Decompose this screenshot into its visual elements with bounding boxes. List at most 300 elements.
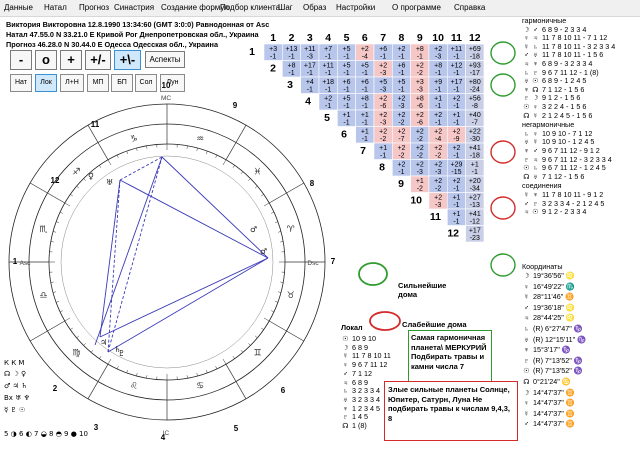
- aspect-row: [522, 112, 592, 121]
- cell-plus: +1: [360, 112, 369, 119]
- cell-plus: +1: [342, 112, 351, 119]
- planet-icon: ♇: [523, 93, 530, 103]
- cell-plus: +5: [360, 62, 369, 70]
- cell-minus: -1: [343, 86, 350, 94]
- aspect-row: [522, 208, 586, 217]
- coordinate-text: 28°44'25" ♌: [531, 313, 575, 323]
- cell-minus: -1: [453, 152, 460, 160]
- cell-plus: +2: [397, 95, 406, 103]
- cell-plus: +4: [305, 79, 314, 86]
- planet-icon: ♀: [532, 102, 539, 111]
- aspect-line: [162, 157, 268, 258]
- cell-plus: +3: [269, 46, 278, 53]
- aspect-row-text: 9 6 7 11 12 - 1 2 4 5: [540, 163, 606, 173]
- cell-minus: -1: [435, 86, 442, 94]
- cell-minus: -1: [343, 53, 350, 61]
- house-cusp-line: [226, 125, 246, 160]
- cell-plus: +6: [342, 79, 351, 86]
- house-number: 1: [12, 257, 18, 266]
- mode-local-natal-button[interactable]: Л+Н: [60, 74, 84, 92]
- coordinate-text: 14°47'37" ♊: [531, 419, 575, 429]
- col-header-8: 8: [398, 32, 405, 44]
- coordinate-row: [522, 336, 586, 345]
- zodiac-glyph: ♒: [196, 134, 205, 145]
- aspect-row-text: 2 1 2 4 5 - 1 5 6: [540, 110, 593, 120]
- cell-plus: +80: [468, 79, 481, 86]
- cell-minus: -1: [453, 70, 460, 77]
- cell-plus: +8: [360, 95, 369, 103]
- cell-minus: -1: [398, 53, 405, 61]
- planet-icon: ♄: [342, 386, 349, 396]
- aspect-row-text: 6 8 9 - 1 2 4 5: [540, 76, 587, 86]
- menu-item-3[interactable]: Синастрия: [114, 3, 155, 12]
- menu-item-9[interactable]: О программе: [392, 3, 441, 12]
- cell-plus: +2: [415, 161, 424, 169]
- cell-minus: -1: [361, 86, 368, 94]
- cell-plus: +6: [379, 46, 388, 53]
- cell-plus: +2: [324, 95, 333, 103]
- cell-minus: -7: [398, 136, 405, 143]
- mode-mp-button[interactable]: МП: [87, 74, 109, 92]
- cell-plus: +93: [468, 62, 481, 70]
- planet-icon: ☿: [342, 351, 349, 361]
- cell-minus: -3: [435, 202, 442, 209]
- planet-icon: ♄: [523, 128, 530, 138]
- cell-plus: +17: [450, 79, 463, 86]
- aspect-line: [108, 180, 120, 352]
- coordinate-text: (R) 12°15'11" ♑: [531, 334, 587, 344]
- local-row-text: 3 2 3 3 4: [350, 394, 380, 404]
- zodiac-glyph: ♊: [253, 348, 262, 359]
- natal-chart-wheel[interactable]: [4, 81, 336, 442]
- planet-icon: ☊: [523, 377, 530, 386]
- row-label-7: 7: [360, 145, 366, 157]
- menu-item-7[interactable]: Образ: [303, 3, 327, 12]
- cell-plus: +2: [434, 46, 443, 53]
- aspect-row-text: 10 9 10 - 1 2 4 5: [540, 137, 595, 147]
- planet-icon: ☿: [523, 41, 530, 51]
- legend-circle-green: [359, 263, 387, 285]
- aspect-row-text: 6 8 9 - 3 2 3 3 4: [540, 59, 593, 68]
- planet-icon: ♇: [523, 154, 530, 164]
- zodiac-glyph: ♋: [196, 381, 205, 392]
- cell-minus: -1: [288, 70, 295, 77]
- axis-label: IC: [162, 430, 170, 437]
- zodiac-glyph: ♓: [253, 167, 262, 178]
- planet-icon: ♀: [523, 33, 530, 43]
- coordinate-text: 0°21'24" ♋: [531, 377, 571, 386]
- planet-icon: ♀: [532, 128, 539, 138]
- planet-icon: ♄: [523, 67, 530, 77]
- outer-ring: [9, 104, 325, 420]
- zodiac-glyph: ♐: [72, 167, 81, 178]
- cell-minus: -1: [435, 103, 442, 110]
- cell-plus: +2: [415, 128, 424, 136]
- cell-minus: -2: [416, 185, 423, 193]
- row-label-6: 6: [341, 128, 347, 141]
- cell-minus: -1: [361, 103, 368, 110]
- menu-item-0[interactable]: Данные: [4, 3, 33, 12]
- menu-item-1[interactable]: Натал: [44, 3, 67, 12]
- planet-glyph: ♇: [118, 349, 126, 358]
- coordinate-text: 14°47'37" ♊: [531, 408, 575, 418]
- cell-plus: +2: [397, 128, 406, 136]
- cell-plus: +69: [468, 46, 481, 53]
- info-line-forecast: Прогноз 46.28.0 N 30.44.0 E Одесса Одесская обл., Украина: [6, 40, 219, 49]
- planet-icon: ♃: [532, 154, 539, 164]
- aspect-row-text: 9 1 2 - 2 3 3 4: [540, 207, 587, 217]
- local-title: Локал: [341, 323, 363, 332]
- cell-minus: -30: [469, 136, 480, 143]
- coordinate-row: [522, 346, 571, 355]
- planet-icon: ♅: [532, 171, 539, 181]
- planet-icon: ☊: [532, 84, 539, 94]
- aspect-row-text: 7 1 12 - 1 5 6: [540, 171, 585, 181]
- cell-minus: -1: [453, 86, 460, 94]
- zodiac-glyph: ♑: [129, 134, 138, 145]
- cell-plus: +41: [468, 145, 481, 152]
- cell-plus: +1: [452, 194, 461, 202]
- aspect-line: [108, 157, 162, 352]
- cell-minus: -1: [306, 86, 313, 94]
- house-number: 7: [330, 257, 336, 266]
- planet-icon: ♄: [532, 163, 539, 173]
- planet-icon: ♅: [532, 50, 539, 60]
- zodiac-glyph: ♏: [39, 224, 48, 235]
- planet-icon: ♀: [342, 360, 349, 370]
- cell-plus: +6: [397, 62, 406, 70]
- coordinate-text: 19°36'18" ♌: [531, 302, 575, 312]
- cell-plus: +2: [452, 145, 461, 152]
- row-label-4: 4: [305, 95, 311, 108]
- cell-minus: -1: [453, 202, 460, 209]
- row-label-2: 2: [270, 62, 276, 75]
- cell-minus: -1: [325, 53, 332, 61]
- planet-icon: ☊: [523, 171, 530, 181]
- planet-icon: ♀: [523, 398, 530, 408]
- cell-minus: -18: [469, 53, 480, 61]
- planet-icon: ♆: [532, 59, 539, 68]
- cell-plus: +2: [379, 128, 388, 136]
- cell-minus: -1: [380, 152, 387, 160]
- cell-plus: +11: [450, 46, 463, 53]
- cell-minus: -3: [416, 169, 423, 176]
- planet-icon: ☿: [532, 110, 539, 120]
- planet-icon: ♅: [523, 334, 530, 344]
- planet-icon: ♂: [523, 419, 530, 429]
- zodiac-glyph: ♉: [286, 291, 295, 302]
- aspect-line: [120, 180, 268, 258]
- cell-minus: -6: [416, 119, 423, 127]
- cell-plus: +1: [452, 211, 461, 218]
- planet-icon: ☽: [523, 24, 530, 34]
- planet-icon: ♂: [523, 50, 530, 60]
- cell-minus: -1: [306, 70, 313, 77]
- planet-icon: ♆: [523, 345, 530, 355]
- cell-minus: -1: [288, 53, 295, 61]
- cell-minus: -1: [343, 70, 350, 77]
- col-header-9: 9: [416, 32, 423, 44]
- planet-icon: ☿: [523, 292, 530, 302]
- planet-icon: ♃: [523, 59, 530, 68]
- weakest-houses-label: Слабейшие дома: [402, 320, 467, 329]
- coordinate-row: [522, 367, 583, 376]
- house-number: 2: [52, 384, 58, 393]
- cell-minus: -6: [416, 103, 423, 110]
- coordinate-row: [522, 420, 575, 429]
- coordinate-text: 14°47'37" ♊: [531, 387, 575, 397]
- left-legend-row: ♂ ♃ ♄: [4, 382, 28, 390]
- zodiac-glyph: ♈: [286, 224, 295, 235]
- coordinate-row: [522, 325, 583, 334]
- cell-minus: -1: [453, 103, 460, 110]
- menu-item-4[interactable]: Создание формул: [161, 3, 229, 12]
- planet-icon: ☿: [523, 190, 530, 199]
- cell-plus: +2: [415, 145, 424, 152]
- left-legend-row: ☿ ♇ ☉: [4, 406, 26, 414]
- inharmonic-title: негармоничные: [522, 120, 575, 130]
- cell-minus: -6: [380, 103, 387, 110]
- house-cusp-line: [88, 125, 108, 160]
- cell-plus: +5: [397, 79, 406, 86]
- highlight-circle-green: [491, 254, 515, 276]
- coordinate-row: [522, 304, 575, 313]
- planet-glyph: ♂: [260, 247, 268, 256]
- local-row-text: 6 8 9: [350, 342, 368, 352]
- aspect-line: [120, 157, 162, 180]
- menu-item-6[interactable]: Шаг: [278, 3, 293, 12]
- cell-plus: +8: [415, 95, 424, 103]
- local-row-text: 1 (8): [350, 421, 367, 430]
- col-header-12: 12: [468, 32, 481, 44]
- cell-plus: +5: [379, 79, 388, 86]
- local-row-text: 3 2 3 3 4: [350, 386, 380, 396]
- cell-plus: +27: [468, 194, 481, 202]
- cell-minus: -1: [398, 70, 405, 77]
- planet-icon: ♅: [523, 76, 530, 86]
- house-number: 5: [233, 424, 239, 433]
- cell-plus: +41: [468, 211, 481, 218]
- cell-plus: +13: [285, 46, 298, 53]
- row-label-1: 1: [249, 46, 255, 58]
- menu-item-2[interactable]: Прогноз: [79, 3, 110, 12]
- col-header-2: 2: [288, 32, 295, 44]
- aspect-row-text: 11 7 8 10 11 - 1 5 6: [540, 50, 604, 60]
- local-row-text: 11 7 8 10 11: [350, 351, 391, 361]
- planet-icon: ♂: [342, 368, 349, 378]
- cell-plus: +8: [287, 62, 296, 70]
- planet-icon: ♆: [523, 84, 530, 94]
- coordinate-row: [522, 399, 575, 408]
- coordinates-title: Координаты: [522, 262, 563, 271]
- cell-plus: +8: [434, 62, 443, 70]
- planet-icon: ♃: [532, 33, 539, 43]
- cell-plus: +2: [452, 128, 461, 136]
- coordinate-row: [522, 314, 575, 323]
- col-header-1: 1: [270, 32, 277, 44]
- planet-icon: ♅: [342, 394, 349, 404]
- coordinate-text: (R) 7°13'52" ♑: [531, 366, 583, 376]
- menu-item-8[interactable]: Настройки: [336, 3, 376, 12]
- cell-minus: -1: [398, 86, 405, 94]
- cell-minus: -1: [398, 169, 405, 176]
- cell-minus: -3: [398, 103, 405, 110]
- left-legend-row: Вх ♅ ♆: [4, 394, 30, 402]
- cell-minus: -18: [469, 152, 480, 160]
- col-header-5: 5: [343, 32, 350, 44]
- house-cusp-line: [269, 321, 304, 341]
- cell-plus: +1: [379, 145, 388, 152]
- strongest-houses-label: Сильнейшие дома: [398, 281, 447, 299]
- cell-plus: +29: [450, 161, 463, 169]
- aspects-button[interactable]: Аспекты: [145, 51, 185, 68]
- local-row-text: 9 6 7 11 12: [350, 360, 388, 370]
- cell-plus: +2: [434, 194, 443, 202]
- planet-icon: ☽: [342, 342, 349, 352]
- cell-minus: -1: [270, 53, 277, 61]
- planet-icon: ☊: [342, 421, 349, 430]
- cell-minus: -1: [380, 53, 387, 61]
- cell-plus: +56: [468, 95, 481, 103]
- planet-glyph: ♄: [114, 345, 122, 354]
- aspect-row-text: 9 1 2 - 1 5 6: [540, 93, 581, 103]
- cell-plus: +2: [379, 95, 388, 103]
- planet-icon: ♆: [523, 146, 530, 155]
- left-legend-row: 5 ◑ 6 ◐ 7 ◒ 8 ◓ 9 ● 10: [4, 430, 88, 438]
- planet-icon: ♄: [532, 41, 539, 51]
- planet-icon: ☉: [342, 334, 349, 343]
- col-header-6: 6: [361, 32, 368, 44]
- cell-plus: +2: [397, 112, 406, 119]
- cell-plus: +2: [434, 128, 443, 136]
- highlight-circle-red: [491, 197, 515, 219]
- cell-minus: -1: [471, 169, 478, 176]
- cell-minus: -13: [469, 202, 480, 209]
- cell-minus: -1: [453, 119, 460, 127]
- cell-plus: +5: [342, 46, 351, 53]
- circle-button[interactable]: o: [35, 50, 57, 70]
- cell-minus: -1: [453, 185, 460, 193]
- cell-plus: +40: [468, 112, 481, 119]
- mode-local-button[interactable]: Лок: [35, 74, 57, 92]
- mode-moon-button[interactable]: Лун: [160, 74, 185, 92]
- cell-plus: +9: [434, 79, 443, 86]
- mode-bp-button[interactable]: БП: [111, 74, 133, 92]
- cell-minus: -1: [343, 103, 350, 110]
- planet-icon: ☉: [532, 207, 539, 217]
- cell-plus: +6: [360, 79, 369, 86]
- cell-minus: -1: [453, 53, 460, 61]
- cell-minus: -1: [435, 119, 442, 127]
- cell-plus: +11: [304, 46, 316, 53]
- minus-button[interactable]: -: [10, 50, 32, 70]
- plus-minus-button[interactable]: +/-: [85, 50, 111, 70]
- planet-icon: ♀: [523, 281, 530, 291]
- cell-plus: +18: [322, 79, 335, 86]
- planet-icon: ♂: [523, 302, 530, 312]
- cell-plus: +12: [450, 62, 463, 70]
- cell-plus: +2: [452, 178, 461, 185]
- planet-icon: ☽: [523, 387, 530, 397]
- aspect-row-text: 7 1 12 - 1 5 6: [540, 84, 585, 94]
- cell-plus: +5: [342, 62, 351, 70]
- cell-plus: +2: [452, 95, 461, 103]
- house-number: 4: [160, 433, 166, 442]
- cell-minus: -8: [471, 103, 478, 110]
- cell-minus: -1: [361, 136, 368, 143]
- cell-plus: +8: [415, 46, 424, 53]
- planet-glyph: ♃: [100, 338, 108, 347]
- cell-minus: -23: [469, 235, 480, 242]
- cell-minus: -17: [469, 70, 480, 77]
- cell-plus: +2: [434, 178, 443, 185]
- col-header-11: 11: [450, 32, 463, 44]
- planet-icon: ♃: [523, 207, 530, 217]
- zodiac-ring: [29, 124, 305, 400]
- cell-plus: +2: [415, 112, 424, 119]
- cell-plus: +2: [360, 46, 369, 53]
- planet-icon: ☊: [523, 110, 530, 120]
- house-cusp-line: [226, 364, 246, 399]
- cell-minus: -24: [469, 86, 480, 94]
- row-label-12: 12: [447, 227, 459, 240]
- menu-item-5[interactable]: Подбор клиента: [220, 3, 281, 12]
- left-legend-row: К К М: [4, 359, 25, 367]
- plus-button[interactable]: +: [60, 50, 82, 70]
- house-interaction-table: [249, 32, 484, 242]
- menu-item-10[interactable]: Справка: [454, 3, 486, 12]
- cell-plus: +2: [434, 161, 443, 169]
- cell-plus: +2: [415, 62, 424, 70]
- info-line-name: Виктория Викторовна 12.8.1990 13:34:60 (GMT 3:0:0) Равнодонная от Asc: [6, 20, 270, 29]
- house-number: 3: [93, 423, 99, 432]
- zodiac-glyph: ♍: [72, 348, 81, 359]
- zodiac-glyph: ♎: [39, 291, 48, 302]
- local-row-text: 6 8 9: [350, 377, 368, 387]
- aspect-row-text: 11 7 8 10 11 - 9 1 2: [540, 190, 604, 199]
- local-row-text: 10 9 10: [350, 334, 376, 343]
- coordinate-text: 19°36'56" ♌: [531, 271, 575, 280]
- coordinate-text: (R) 7°13'52" ♑: [531, 355, 583, 365]
- cell-plus: +17: [303, 62, 316, 70]
- planet-icon: ♂: [523, 198, 530, 208]
- coordinate-text: 14°47'37" ♊: [531, 398, 575, 408]
- cell-minus: -15: [451, 169, 462, 176]
- mode-sun-button[interactable]: Сол: [135, 74, 157, 92]
- plus-backslash-button[interactable]: +\-: [114, 50, 141, 70]
- coordinate-text: (R) 6°27'47" ♑: [531, 324, 583, 333]
- cell-minus: -1: [361, 70, 368, 77]
- aspect-row: [522, 173, 584, 182]
- cell-minus: -3: [380, 70, 387, 77]
- aspect-row-text: 6 8 9 - 2 3 3 4: [540, 24, 587, 34]
- cell-plus: +1: [360, 128, 369, 136]
- local-row-text: 1 4 5: [350, 412, 368, 422]
- planet-icon: ♂: [532, 146, 539, 155]
- row-label-8: 8: [379, 161, 385, 174]
- cell-plus: +2: [397, 145, 406, 152]
- house-number: 10: [161, 81, 171, 90]
- cell-minus: -34: [469, 185, 480, 193]
- cell-plus: +7: [324, 46, 333, 53]
- mode-natal-button[interactable]: Нат: [10, 74, 32, 92]
- planet-icon: ♂: [532, 24, 539, 34]
- aspect-line: [100, 180, 120, 337]
- cell-plus: +1: [452, 112, 461, 119]
- planet-icon: ☽: [523, 271, 530, 280]
- axis-label: MC: [160, 95, 172, 102]
- aspect-row-text: 3 2 2 4 - 1 5 6: [540, 102, 587, 111]
